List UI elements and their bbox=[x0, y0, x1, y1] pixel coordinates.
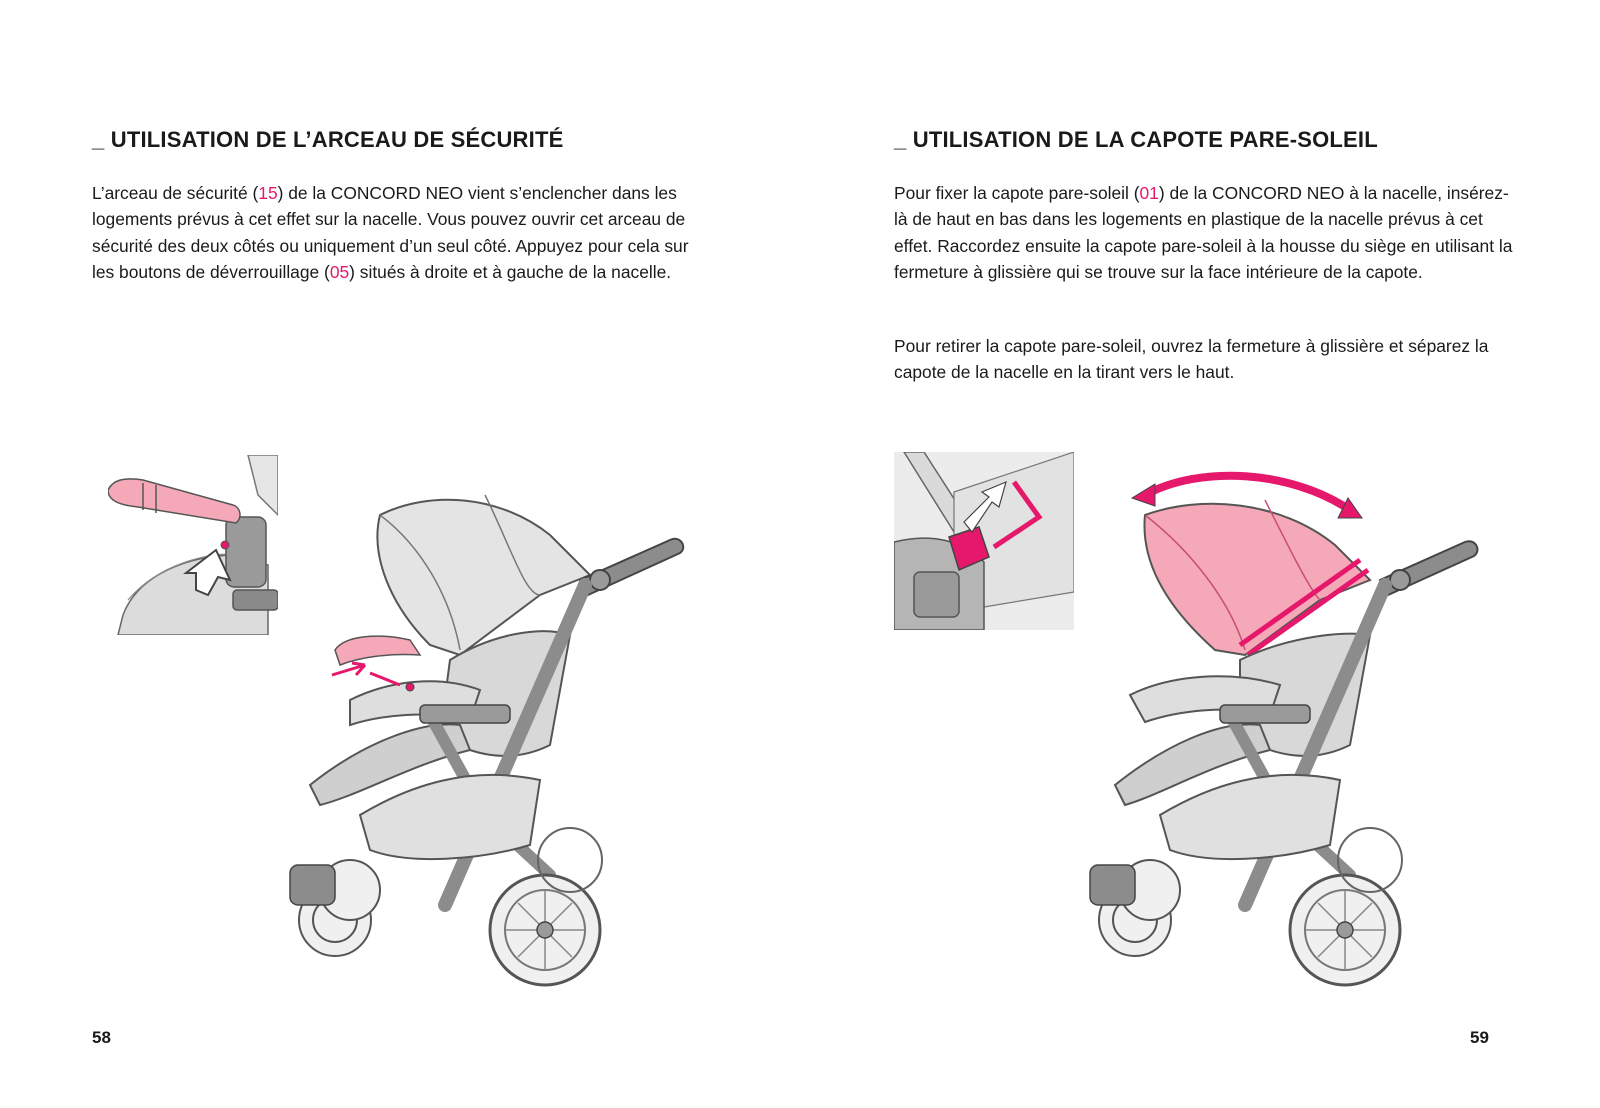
canopy-attach-instructions bbox=[894, 180, 1514, 286]
stroller-bumper-bar-illustration bbox=[270, 485, 700, 995]
page-number: 59 bbox=[1470, 1028, 1489, 1047]
text-segment: ) situés à droite et à gauche de la nacelle. bbox=[349, 262, 672, 283]
bumper-bar-release-detail-illustration bbox=[108, 455, 278, 635]
part-reference-01: 01 bbox=[1139, 183, 1159, 203]
text-segment: L’arceau de sécurité ( bbox=[92, 183, 259, 203]
text-segment: Pour fixer la capote pare-soleil ( bbox=[894, 183, 1140, 203]
right-page bbox=[800, 0, 1600, 1108]
page-number: 58 bbox=[92, 1028, 111, 1047]
stroller-canopy-illustration bbox=[1070, 470, 1490, 995]
section-title-bumper-bar: _ UTILISATION DE L’ARCEAU DE SÉCURITÉ bbox=[92, 127, 564, 152]
text-segment: ) de la CONCORD NEO à la nacelle, insérez-là de haut en bas dans les logements en plastique de la nacelle prévus à cet effet. Raccordez ensuite la capote pare-soleil à la housse du siège en utilisant la fermeture à glissière qui se trouve sur la face intérieure de la capote. bbox=[894, 183, 1513, 283]
text-segment: ) de la CONCORD NEO vient s’enclencher dans les logements prévus à cet effet sur la nacelle. Vous pouvez ouvrir cet arceau de sécurité des deux côtés ou uniquement d’un seul côté. Appuyez pour cela sur les boutons de déverrouillage ( bbox=[92, 183, 689, 283]
part-reference-05: 05 bbox=[329, 262, 350, 283]
part-reference-15: 15 bbox=[258, 183, 278, 203]
canopy-clip-detail-illustration bbox=[894, 452, 1074, 630]
canopy-remove-instructions: Pour retirer la capote pare-soleil, ouvrez la fermeture à glissière et séparez la capote de la nacelle en la tirant vers le haut. bbox=[894, 336, 1489, 383]
bumper-bar-instructions bbox=[92, 180, 712, 286]
section-title-canopy: _ UTILISATION DE LA CAPOTE PARE-SOLEIL bbox=[894, 127, 1378, 152]
